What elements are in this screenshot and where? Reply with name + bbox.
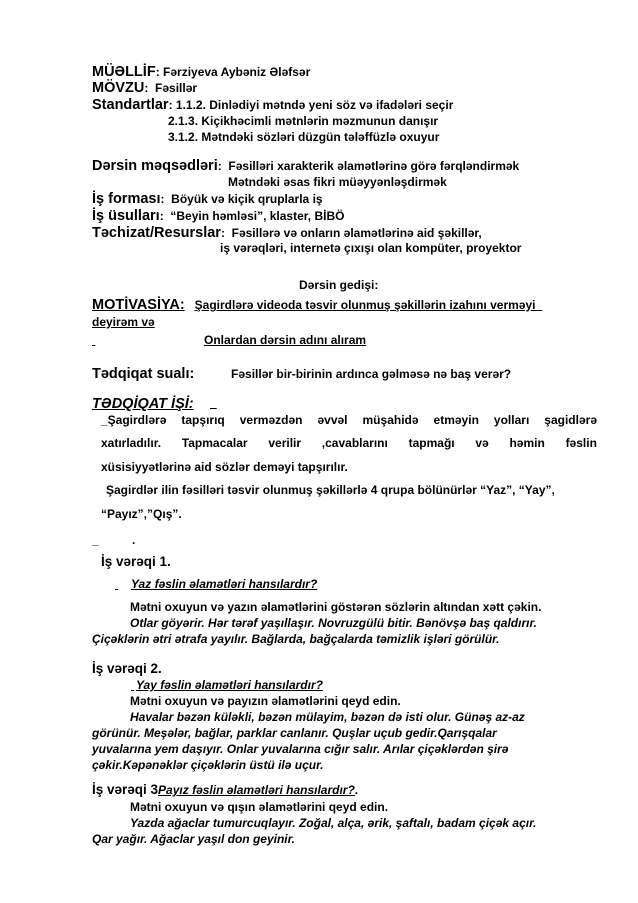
methods-line: İş üsulları: “Beyin həmləsi”, klaster, BİBÖ xyxy=(92,208,345,224)
author-label: MÜƏLLİF xyxy=(92,64,156,80)
topic-label: MÖVZU xyxy=(92,80,145,96)
rw-word: verməzdən xyxy=(239,413,303,427)
research-work-label: TƏDQİQAT İŞİ: xyxy=(92,396,194,412)
goal-item: Fəsilləri xarakterik əlamətlərinə görə fərqləndirmək xyxy=(228,159,520,173)
worksheet-3-instruction: Mətni oxuyun və qışın əlamətlərini qeyd edin. xyxy=(130,800,389,814)
stray-marks: _ . xyxy=(92,533,136,547)
worksheet-1-text-line xyxy=(130,616,586,631)
standards-label: Standartlar xyxy=(92,97,169,113)
worksheet-3-question: Payız fəslin əlamətləri hansılardır? xyxy=(158,783,355,797)
motivation-line xyxy=(92,297,542,314)
worksheet-3-text: Yazda ağaclar tumurcuqlayır. Zoğal, alça, ərik, şaftalı, badam çiçək açır. xyxy=(130,816,537,830)
rw-word: _Şagirdlərə xyxy=(101,413,167,427)
rw-word: tapmağı xyxy=(408,436,455,450)
work-form-label: İş forması xyxy=(92,191,161,207)
worksheet-1-title: İş vərəqi 1. xyxy=(101,554,171,569)
resource-item: Fəsillərə və onların əlamətlərinə aid şəkillər, xyxy=(231,226,482,240)
rw-word: əvvəl xyxy=(317,413,348,427)
research-work-para-line1 xyxy=(101,413,597,428)
methods-label: İş üsulları xyxy=(92,208,160,224)
rw-word: fəslin xyxy=(565,436,597,450)
goals-label: Dərsin məqsədləri xyxy=(92,158,218,174)
worksheet-3-title-line xyxy=(92,782,358,798)
goals-line: Dərsin məqsədləri: Fəsilləri xarakterik əlamətlərinə görə fərqləndirmək xyxy=(92,158,520,174)
research-label: Tədqiqat sualı: xyxy=(92,366,195,382)
worksheet-2-text: yuvalarına yem daşıyır. Onlar yuvalarına cığır salır. Arılar çiçəklərdən şirə xyxy=(92,742,509,756)
author-value: Fərziyeva Aybəniz Ələfsər xyxy=(163,65,311,79)
rw-word: tapşırıq xyxy=(181,413,225,427)
standards-line: Standartlar: 1.1.2. Dinlədiyi mətndə yeni söz və ifadələri seçir xyxy=(92,97,454,113)
motivation-label: MOTİVASİYA: xyxy=(92,297,185,313)
research-work-groups-cont: “Payız”,”Qış”. xyxy=(101,507,182,521)
worksheet-3-question-suffix: . xyxy=(354,783,359,797)
worksheet-1-question-line xyxy=(115,577,317,592)
resource-item: iş vərəqləri, internetə çıxışı olan kompüter, proyektor xyxy=(220,241,522,255)
rw-word: etməyin xyxy=(433,413,479,427)
methods-value: “Beyin həmləsi”, klaster, BİBÖ xyxy=(170,209,345,223)
worksheet-1-text: Çiçəklərin ətri ətrafa yayılır. Bağlarda, bağçalarda təmizlik işləri görülür. xyxy=(92,632,500,646)
worksheet-2-title: İş vərəqi 2. xyxy=(92,661,162,676)
topic-value: Fəsillər xyxy=(155,81,198,95)
motivation-result-line xyxy=(92,333,366,348)
rw-word: Tapmacalar xyxy=(181,436,248,450)
rw-word: verilir xyxy=(268,436,302,450)
work-form-value: Böyük və kiçik qruplarla iş xyxy=(171,192,323,206)
worksheet-2-question-line xyxy=(131,678,323,693)
standard-item: 3.1.2. Mətndəki sözləri düzgün tələffüzlə oxuyur xyxy=(168,130,440,144)
motivation-text-cont: deyirəm və xyxy=(92,315,155,329)
author-line: MÜƏLLİF: Fərziyeva Aybəniz Ələfsər xyxy=(92,64,311,80)
research-question: Fəsillər bir-birinin ardınca gəlməsə nə baş verər? xyxy=(231,367,512,381)
rw-word: müşahidə xyxy=(362,413,419,427)
rw-word: və xyxy=(475,436,489,450)
motivation-result: Onlardan dərsin adını alıram xyxy=(204,333,367,347)
work-form-line: İş forması: Böyük və kiçik qruplarla iş xyxy=(92,191,323,207)
standard-item: 2.1.3. Kiçikhəcimli mətnlərin məzmunun danışır xyxy=(168,114,439,128)
worksheet-3-text: Qar yağır. Ağaclar yaşıl don geyinir. xyxy=(92,832,295,846)
goal-item: Mətndəki əsas fikri müəyyənləşdirmək xyxy=(228,175,447,189)
rw-word: həmin xyxy=(509,436,545,450)
rw-word: ,cavablarını xyxy=(321,436,388,450)
worksheet-2-instruction: Mətni oxuyun və payızın əlamətlərini qeyd edin. xyxy=(130,694,401,708)
worksheet-3-title: İş vərəqi 3 xyxy=(92,782,159,797)
rw-word: şagidlərə xyxy=(544,413,597,427)
research-work-underline xyxy=(210,396,220,411)
research-work-para-line2 xyxy=(101,436,597,451)
worksheet-1-text: Otlar göyərir. Hər tərəf yaşıllaşır. Novruzgülü bitir. Bənövşə baş qaldırır. xyxy=(130,616,537,630)
worksheet-2-text: çəkir.Kəpənəklər çiçəklərin üstü ilə uçur. xyxy=(92,758,324,772)
course-title: Dərsin gedişi: xyxy=(299,278,379,292)
worksheet-1-question: Yaz fəslin əlamətləri hansılardır? xyxy=(131,577,318,591)
standard-item: 1.1.2. Dinlədiyi mətndə yeni söz və ifadələri seçir xyxy=(175,98,454,112)
rw-word: yolları xyxy=(493,413,530,427)
rw-word: xatırladılır. xyxy=(101,436,162,450)
worksheet-2-text: Havalar bəzən küləkli, bəzən mülayim, bəzən də isti olur. Günəş az-az xyxy=(130,710,525,724)
research-question-line xyxy=(92,366,511,383)
worksheet-2-question: Yay fəslin əlamətləri hansılardır? xyxy=(136,678,323,692)
resources-line: Təchizat/Resurslar: Fəsillərə və onların əlamətlərinə aid şəkillər, xyxy=(92,225,482,241)
motivation-text: Şagirdlərə videoda təsvir olunmuş şəkillərin izahını verməyi xyxy=(194,298,536,312)
worksheet-2-text: görünür. Meşələr, bağlar, parklar canlanır. Quşlar uçub gedir.Qarışqalar xyxy=(92,726,497,740)
research-work-groups: Şagirdlər ilin fəsilləri təsvir olunmuş şəkillərlə 4 qrupa bölünürlər “Yaz”, “Yay”, xyxy=(106,483,555,497)
resources-label: Təchizat/Resurslar xyxy=(92,225,221,241)
topic-line: MÖVZU: Fəsillər xyxy=(92,80,198,96)
worksheet-1-instruction: Mətni oxuyun və yazın əlamətlərini göstərən sözlərin altından xətt çəkin. xyxy=(130,600,542,614)
research-work-para-line3: xüsisiyyətlərinə aid sözlər deməyi tapşırılır. xyxy=(101,460,348,474)
